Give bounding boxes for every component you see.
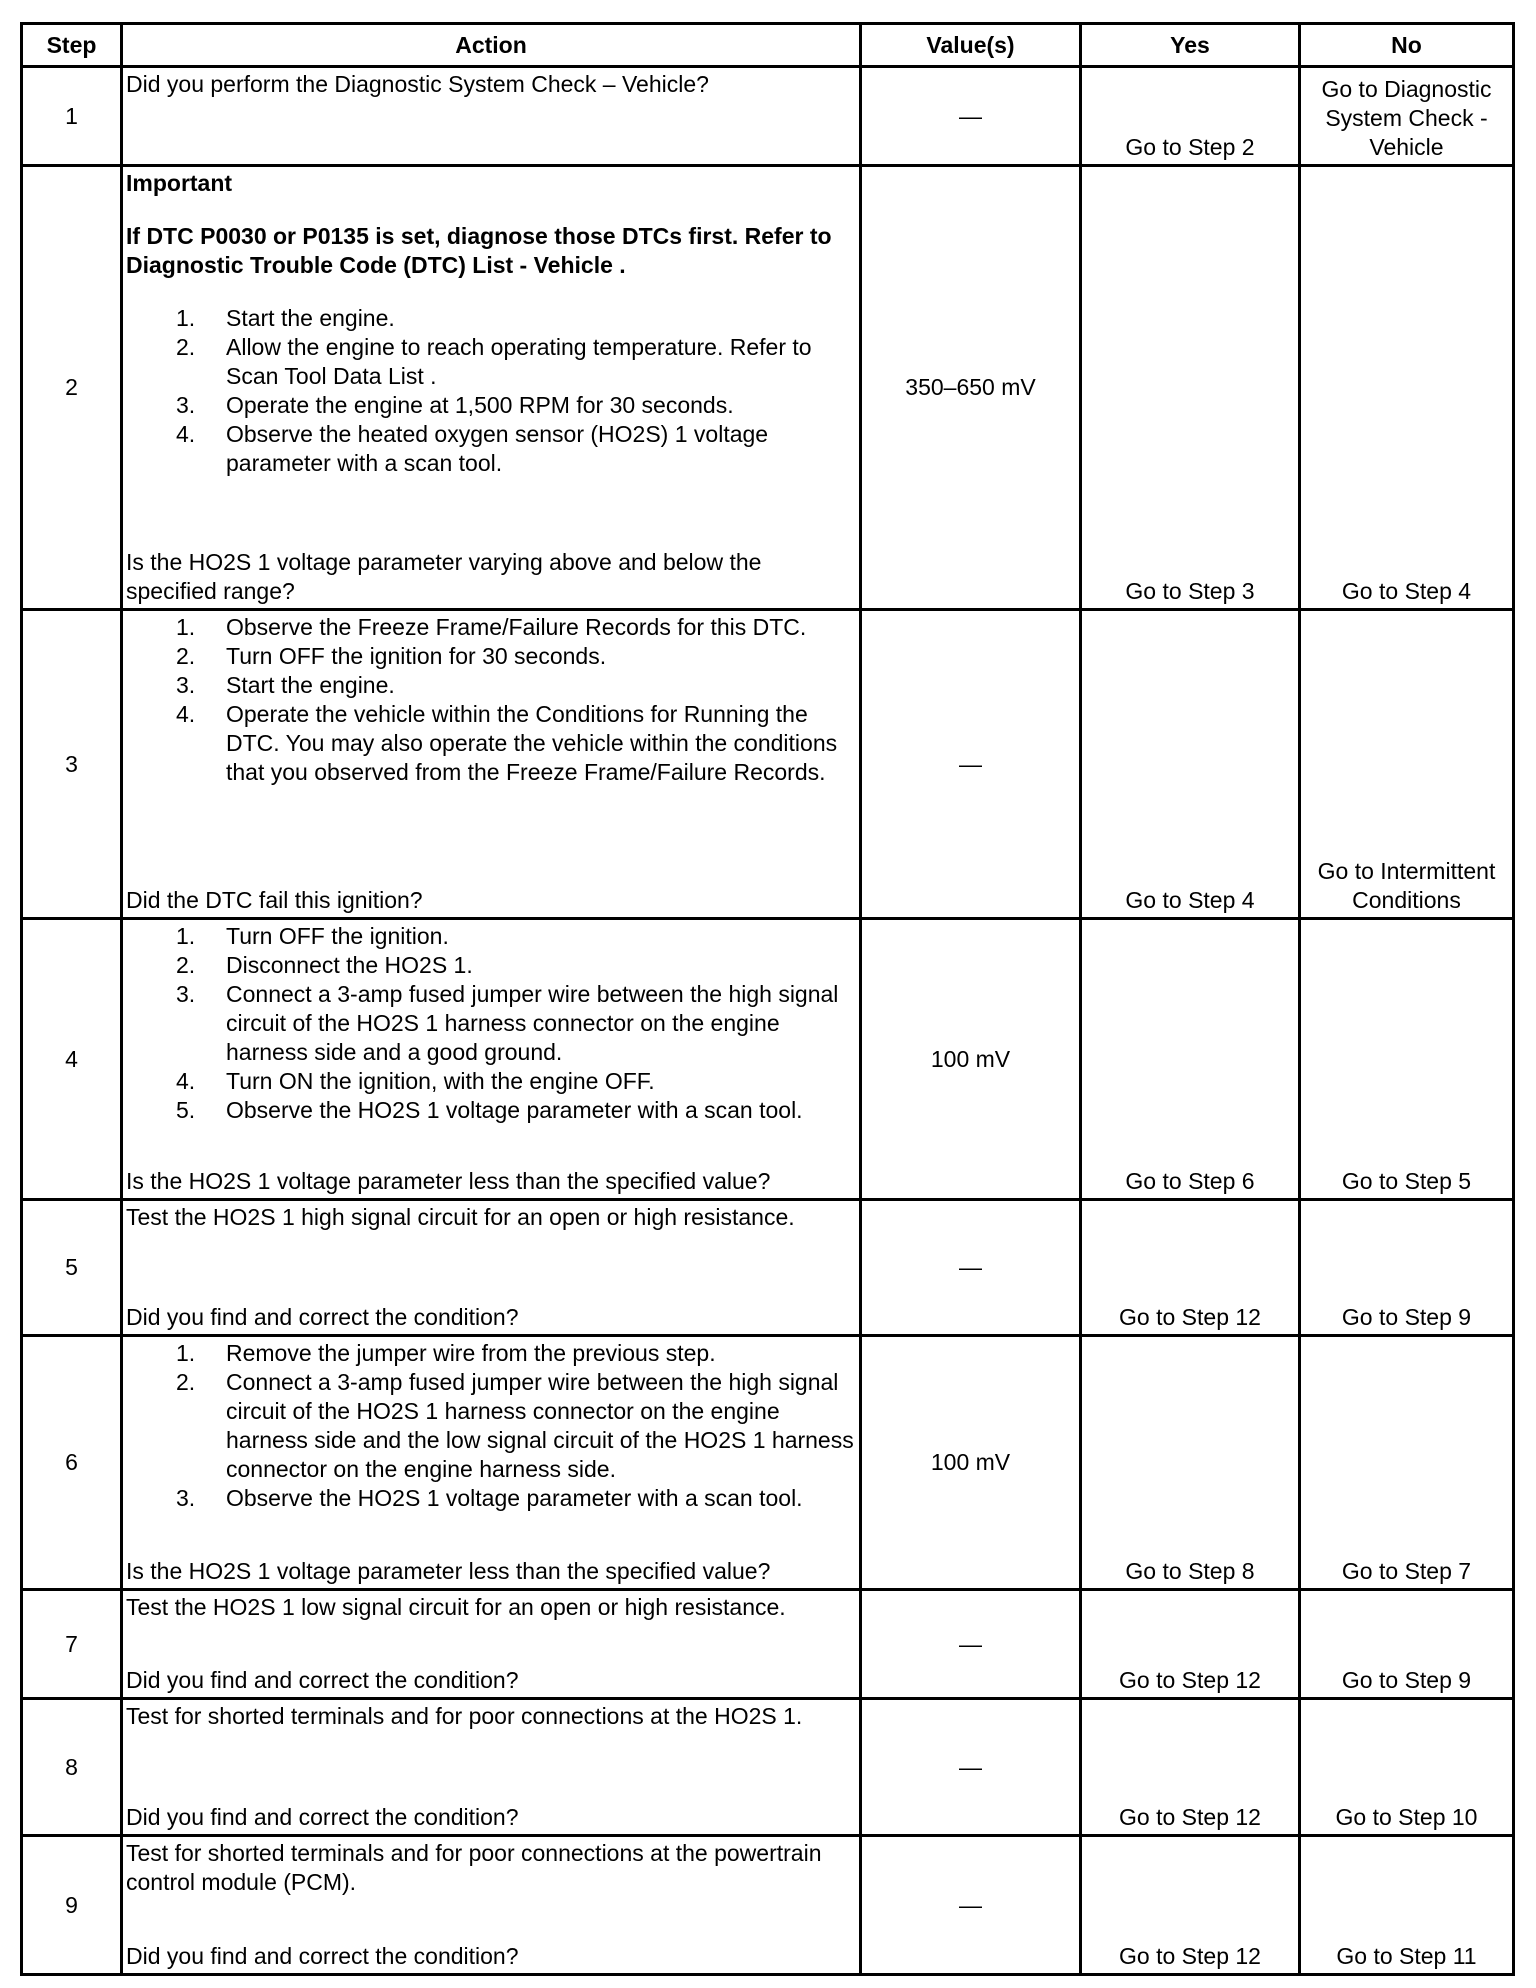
yes-action-link[interactable]: Go to Step 3 [1079,167,1298,608]
action-step-number: 2. [176,1369,196,1395]
action-step-number: 3. [176,981,196,1007]
action-steps-list [126,1339,856,1513]
no-action-link[interactable]: Go to Step 5 [1298,920,1512,1198]
action-step-text: Connect a 3-amp fused jumper wire between the high signal circuit of the HO2S 1 harness connector on the engine harness side and a good ground. [226,981,839,1065]
value-cell: — [859,1837,1079,1973]
action-question: Did you find and correct the condition? [126,1804,519,1830]
step-number: 7 [65,1630,78,1657]
step-number: 9 [65,1891,78,1918]
no-action-link[interactable]: Go to Intermittent Conditions [1298,611,1512,917]
no-action-link[interactable]: Go to Step 11 [1298,1837,1512,1973]
table-row [23,1697,1512,1834]
action-question: Did you find and correct the condition? [126,1304,519,1330]
table-row [23,65,1512,164]
value-cell: — [859,1201,1079,1334]
action-step-item [126,1484,856,1513]
action-step-text: Start the engine. [226,305,395,331]
action-step-item [126,671,856,700]
table-header [23,25,1512,65]
action-step-text: Observe the Freeze Frame/Failure Records for this DTC. [226,614,807,640]
action-step-item [126,613,856,642]
action-step-item [126,420,856,478]
action-step-number: 3. [176,392,196,418]
action-step-item [126,304,856,333]
action-cell [120,611,859,917]
action-step-text: Operate the engine at 1,500 RPM for 30 seconds. [226,392,734,418]
header-action: Action [120,25,859,65]
action-step-number: 2. [176,643,196,669]
action-step-text: Observe the HO2S 1 voltage parameter with a scan tool. [226,1485,803,1511]
no-action-link[interactable]: Go to Step 4 [1298,167,1512,608]
table-row [23,1334,1512,1588]
action-step-item [126,1096,856,1125]
value-cell: — [859,68,1079,164]
action-step-text: Disconnect the HO2S 1. [226,952,473,978]
important-heading: Important [126,170,233,196]
action-text: Test the HO2S 1 high signal circuit for an open or high resistance. [126,1204,795,1230]
action-cell [120,1337,859,1588]
action-step-number: 1. [176,305,196,331]
action-step-number: 3. [176,672,196,698]
action-step-text: Start the engine. [226,672,395,698]
value-cell: — [859,1700,1079,1834]
action-question: Is the HO2S 1 voltage parameter varying above and below the specified range? [126,549,762,604]
action-question: Did the DTC fail this ignition? [126,887,423,913]
yes-action-link[interactable]: Go to Step 2 [1079,68,1298,164]
action-step-text: Observe the heated oxygen sensor (HO2S) 1 voltage parameter with a scan tool. [226,421,769,476]
action-text: Did you perform the Diagnostic System Check – Vehicle? [126,71,709,97]
action-step-number: 4. [176,701,196,727]
yes-action-link[interactable]: Go to Step 12 [1079,1837,1298,1973]
no-action-link[interactable]: Go to Step 9 [1298,1201,1512,1334]
yes-action-link[interactable]: Go to Step 12 [1079,1591,1298,1697]
action-step-text: Operate the vehicle within the Conditions for Running the DTC. You may also operate the vehicle within the conditions that you observed from the Freeze Frame/Failure Records. [226,701,838,785]
action-step-item [126,922,856,951]
yes-action-link[interactable]: Go to Step 8 [1079,1337,1298,1588]
action-step-text: Turn OFF the ignition for 30 seconds. [226,643,607,669]
action-step-item [126,980,856,1067]
action-step-text: Allow the engine to reach operating temperature. Refer to Scan Tool Data List . [226,334,812,389]
header-no: No [1298,25,1512,65]
action-cell [120,1700,859,1834]
table-row [23,1588,1512,1697]
action-step-number: 4. [176,421,196,447]
action-step-item [126,1067,856,1096]
action-step-number: 1. [176,923,196,949]
action-cell [120,1201,859,1334]
action-cell [120,1591,859,1697]
no-action-link[interactable]: Go to Step 10 [1298,1700,1512,1834]
header-yes: Yes [1079,25,1298,65]
no-action-link[interactable]: Go to Step 9 [1298,1591,1512,1697]
table-row [23,1834,1512,1973]
action-steps-list [126,304,856,478]
action-step-number: 2. [176,952,196,978]
action-step-number: 5. [176,1097,196,1123]
action-step-item [126,333,856,391]
action-step-item [126,951,856,980]
action-step-item [126,700,856,787]
action-step-number: 3. [176,1485,196,1511]
value-cell: 100 mV [859,920,1079,1198]
action-step-number: 4. [176,1068,196,1094]
action-step-text: Connect a 3-amp fused jumper wire between the high signal circuit of the HO2S 1 harness connector on the engine harness side and the low signal circuit of the HO2S 1 harness connector on the engine harness side. [226,1369,854,1482]
action-question: Did you find and correct the condition? [126,1667,519,1693]
action-step-text: Remove the jumper wire from the previous step. [226,1340,716,1366]
table-row [23,1198,1512,1334]
value-cell: — [859,611,1079,917]
action-text: Test the HO2S 1 low signal circuit for an open or high resistance. [126,1594,786,1620]
step-number: 3 [65,750,78,777]
action-step-text: Turn OFF the ignition. [226,923,449,949]
step-number: 5 [65,1254,78,1280]
action-step-text: Turn ON the ignition, with the engine OFF. [226,1068,655,1094]
header-values: Value(s) [859,25,1079,65]
action-text: Test for shorted terminals and for poor connections at the HO2S 1. [126,1703,803,1729]
action-step-number: 2. [176,334,196,360]
step-number: 8 [65,1753,78,1780]
yes-action-link[interactable]: Go to Step 4 [1079,611,1298,917]
diagnostic-table [20,22,1515,1976]
yes-action-link[interactable]: Go to Step 12 [1079,1700,1298,1834]
table-row [23,164,1512,608]
important-note: If DTC P0030 or P0135 is set, diagnose those DTCs first. Refer to Diagnostic Trouble Code (DTC) List - Vehicle . [126,223,832,278]
action-step-item [126,1339,856,1368]
yes-action-link[interactable]: Go to Step 12 [1079,1201,1298,1334]
step-number: 6 [65,1449,78,1475]
action-step-number: 1. [176,614,196,640]
table-row [23,917,1512,1198]
action-question: Is the HO2S 1 voltage parameter less than the specified value? [126,1168,771,1194]
action-step-text: Observe the HO2S 1 voltage parameter with a scan tool. [226,1097,803,1123]
yes-action-link[interactable]: Go to Step 6 [1079,920,1298,1198]
action-step-item [126,642,856,671]
header-step: Step [46,31,97,58]
value-cell: 350–650 mV [859,167,1079,608]
action-step-item [126,391,856,420]
value-cell: — [859,1591,1079,1697]
table-row [23,608,1512,917]
action-cell [120,920,859,1198]
action-steps-list [126,613,856,787]
action-step-item [126,1368,856,1484]
no-action-link[interactable]: Go to Step 7 [1298,1337,1512,1588]
step-number: 2 [65,374,78,400]
action-step-number: 1. [176,1340,196,1366]
action-cell [120,1837,859,1973]
step-number: 4 [65,1045,78,1072]
action-steps-list [126,922,856,1125]
no-action-link[interactable]: Go to Diagnostic System Check - Vehicle [1298,68,1512,164]
action-cell [120,68,859,164]
action-text: Test for shorted terminals and for poor connections at the powertrain control module (PCM). [126,1840,822,1895]
step-number: 1 [65,102,78,129]
action-cell [120,167,859,608]
value-cell: 100 mV [859,1337,1079,1588]
action-question: Did you find and correct the condition? [126,1943,519,1969]
action-question: Is the HO2S 1 voltage parameter less than the specified value? [126,1558,771,1584]
